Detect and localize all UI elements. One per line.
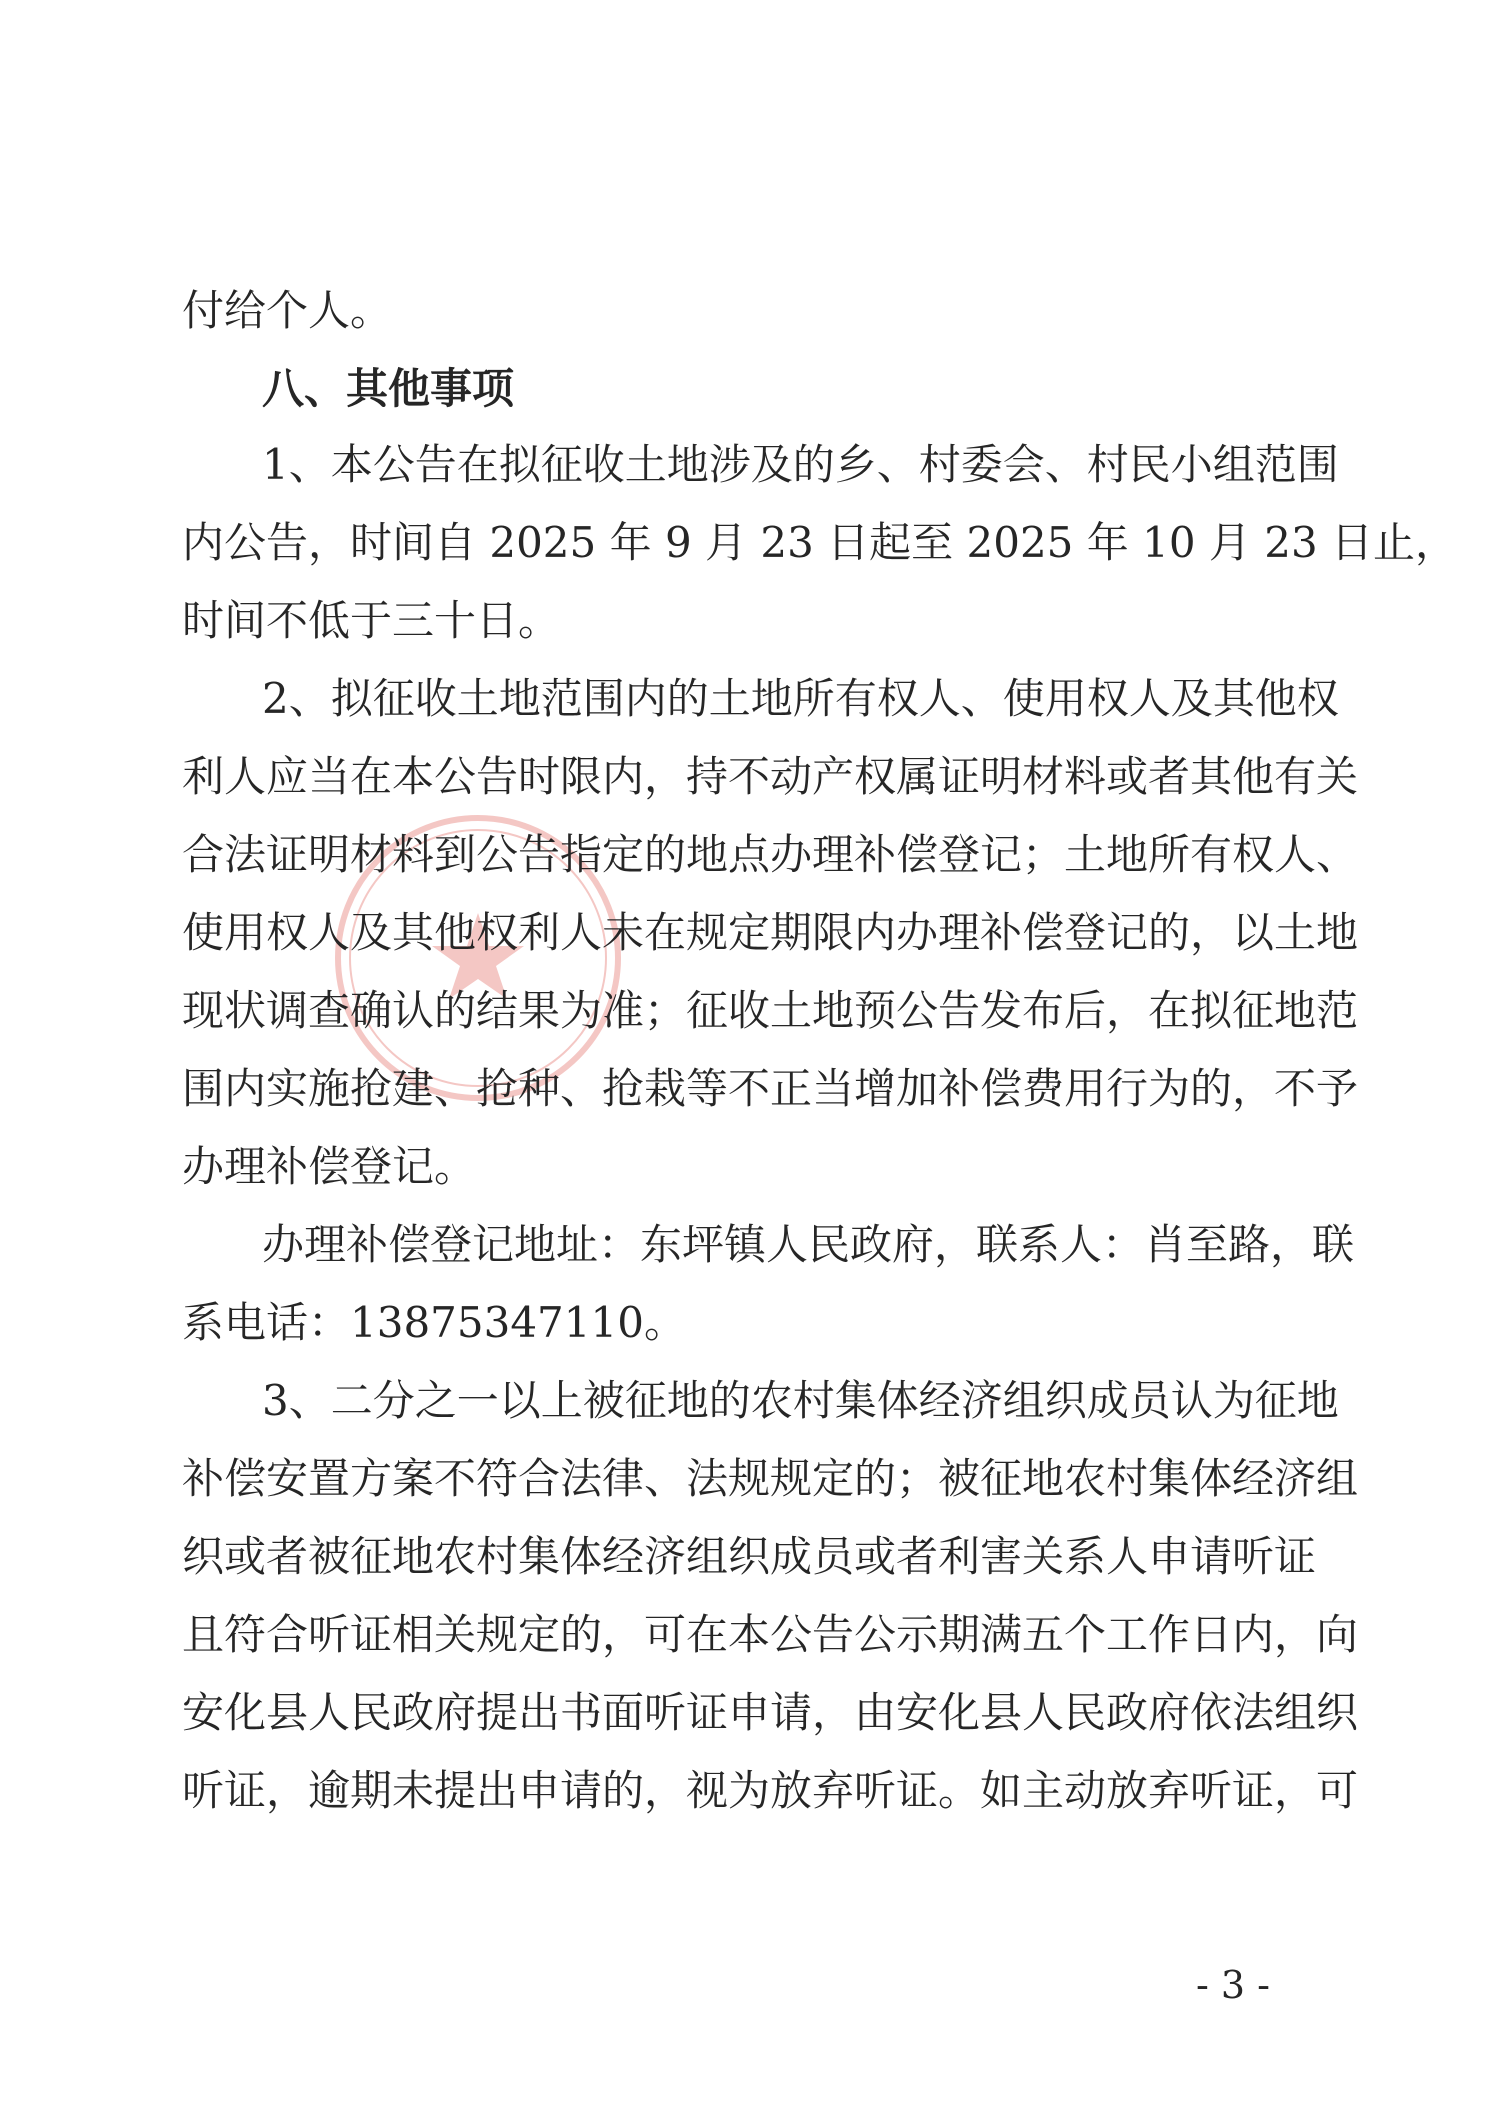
paragraph-line: 安化县人民政府提出书面听证申请，由安化县人民政府依法组织 bbox=[182, 1688, 1359, 1737]
paragraph-line: 且符合听证相关规定的，可在本公告公示期满五个工作日内，向 bbox=[182, 1610, 1359, 1659]
paragraph-line: 围内实施抢建、抢种、抢栽等不正当增加补偿费用行为的，不予 bbox=[182, 1064, 1359, 1113]
paragraph-line: 补偿安置方案不符合法律、法规规定的；被征地农村集体经济组 bbox=[182, 1454, 1359, 1503]
paragraph-line: 合法证明材料到公告指定的地点办理补偿登记；土地所有权人、 bbox=[182, 830, 1359, 879]
page-number: - 3 - bbox=[1196, 1963, 1271, 2007]
paragraph-line: 内公告，时间自 2025 年 9 月 23 日起至 2025 年 10 月 23 日止， bbox=[182, 518, 1458, 567]
paragraph-line: 办理补偿登记。 bbox=[182, 1142, 477, 1191]
paragraph-line: 使用权人及其他权利人未在规定期限内办理补偿登记的，以土地 bbox=[182, 908, 1359, 957]
section-heading: 八、其他事项 bbox=[262, 364, 515, 413]
paragraph-line: 听证，逾期未提出申请的，视为放弃听证。如主动放弃听证，可 bbox=[182, 1766, 1359, 1815]
paragraph-line: 现状调查确认的结果为准；征收土地预公告发布后，在拟征地范 bbox=[182, 986, 1359, 1035]
paragraph-line: 系电话：13875347110。 bbox=[182, 1298, 686, 1347]
paragraph-line: 1、本公告在拟征收土地涉及的乡、村委会、村民小组范围 bbox=[262, 440, 1339, 489]
paragraph-line: 付给个人。 bbox=[182, 286, 393, 335]
paragraph-line: 时间不低于三十日。 bbox=[182, 596, 561, 645]
paragraph-line: 3、二分之一以上被征地的农村集体经济组织成员认为征地 bbox=[262, 1376, 1339, 1425]
paragraph-line: 织或者被征地农村集体经济组织成员或者利害关系人申请听证 bbox=[182, 1532, 1317, 1581]
paragraph-line: 利人应当在本公告时限内，持不动产权属证明材料或者其他有关 bbox=[182, 752, 1359, 801]
paragraph-line: 办理补偿登记地址：东坪镇人民政府，联系人：肖至路，联 bbox=[262, 1220, 1355, 1269]
paragraph-line: 2、拟征收土地范围内的土地所有权人、使用权人及其他权 bbox=[262, 674, 1339, 723]
